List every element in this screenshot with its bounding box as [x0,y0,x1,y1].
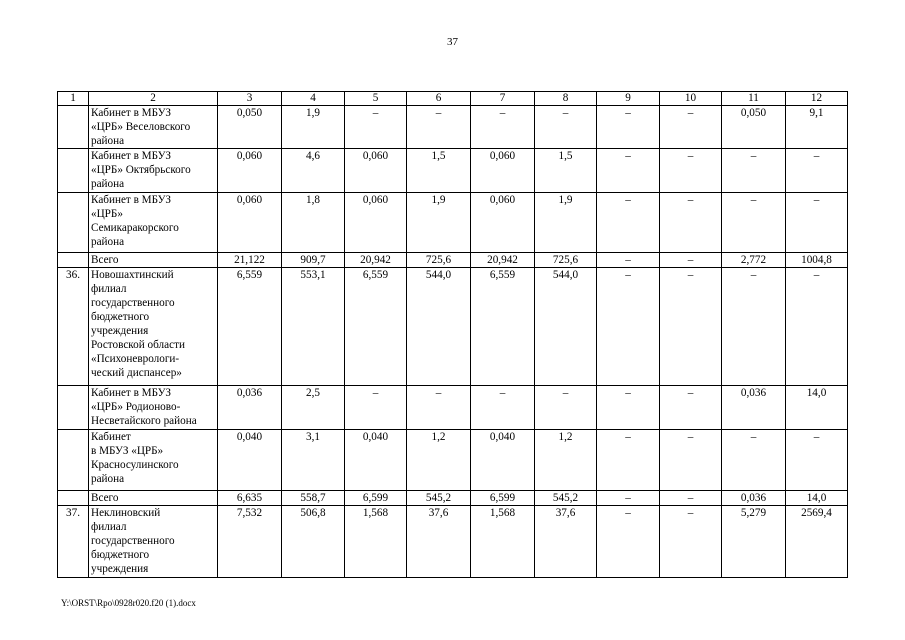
value-cell-col-7: 6,599 [471,491,535,506]
value-cell-col-3: 6,635 [218,491,282,506]
column-number-header: 1 [58,92,89,106]
value-cell-col-11: 0,050 [722,106,786,149]
institution-name-cell: Кабинет в МБУЗ «ЦРБ» Красносулинского района [89,430,218,491]
value-cell-col-5: – [345,386,407,430]
table-row [58,386,848,430]
table-row [58,506,848,578]
value-cell-col-7: – [471,386,535,430]
value-cell-col-8: 545,2 [535,491,597,506]
value-cell-col-12: – [786,430,848,491]
value-cell-col-4: 3,1 [282,430,345,491]
value-cell-col-10: – [660,193,722,253]
value-cell-col-5: 1,568 [345,506,407,578]
value-cell-col-5: 20,942 [345,253,407,268]
table-row [58,149,848,193]
column-number-header: 3 [218,92,282,106]
row-number-cell [58,106,89,149]
row-number-cell: 37. [58,506,89,578]
table-row [58,491,848,506]
column-number-header-row [58,92,848,106]
data-table [57,91,848,578]
value-cell-col-10: – [660,506,722,578]
value-cell-col-5: 0,060 [345,193,407,253]
value-cell-col-3: 0,036 [218,386,282,430]
file-path-footer: Y:\ORST\Rpo\0928r020.f20 (1).docx [61,598,196,608]
column-number-header: 5 [345,92,407,106]
value-cell-col-9: – [597,491,660,506]
institution-name-cell: Новошахтинский филиал государственного бюджетного учреждения Ростовской области «Психоневрологи- ческий диспансер» [89,268,218,386]
value-cell-col-6: – [407,106,471,149]
column-number-header: 2 [89,92,218,106]
value-cell-col-4: 4,6 [282,149,345,193]
value-cell-col-7: 0,060 [471,149,535,193]
value-cell-col-6: 37,6 [407,506,471,578]
value-cell-col-12: 9,1 [786,106,848,149]
column-number-header: 6 [407,92,471,106]
column-number-header: 4 [282,92,345,106]
row-number-cell [58,253,89,268]
value-cell-col-4: 553,1 [282,268,345,386]
column-number-header: 7 [471,92,535,106]
value-cell-col-3: 21,122 [218,253,282,268]
value-cell-col-10: – [660,491,722,506]
value-cell-col-4: 909,7 [282,253,345,268]
value-cell-col-10: – [660,268,722,386]
value-cell-col-11: 0,036 [722,386,786,430]
column-number-header: 12 [786,92,848,106]
value-cell-col-11: – [722,268,786,386]
value-cell-col-12: – [786,149,848,193]
value-cell-col-4: 506,8 [282,506,345,578]
value-cell-col-7: 1,568 [471,506,535,578]
value-cell-col-5: 0,060 [345,149,407,193]
value-cell-col-12: 14,0 [786,491,848,506]
value-cell-col-9: – [597,106,660,149]
value-cell-col-4: 1,8 [282,193,345,253]
value-cell-col-8: 1,5 [535,149,597,193]
column-number-header: 8 [535,92,597,106]
column-number-header: 9 [597,92,660,106]
column-number-header: 11 [722,92,786,106]
row-number-cell [58,149,89,193]
value-cell-col-7: 0,060 [471,193,535,253]
value-cell-col-3: 6,559 [218,268,282,386]
value-cell-col-9: – [597,268,660,386]
value-cell-col-8: 1,2 [535,430,597,491]
value-cell-col-10: – [660,149,722,193]
institution-name-cell: Всего [89,491,218,506]
value-cell-col-12: 1004,8 [786,253,848,268]
value-cell-col-3: 0,040 [218,430,282,491]
value-cell-col-7: – [471,106,535,149]
value-cell-col-5: 6,599 [345,491,407,506]
value-cell-col-8: – [535,386,597,430]
row-number-cell: 36. [58,268,89,386]
value-cell-col-9: – [597,386,660,430]
value-cell-col-6: 1,2 [407,430,471,491]
value-cell-col-8: 544,0 [535,268,597,386]
institution-name-cell: Кабинет в МБУЗ «ЦРБ» Родионово- Несветайского района [89,386,218,430]
value-cell-col-5: 6,559 [345,268,407,386]
value-cell-col-9: – [597,193,660,253]
value-cell-col-7: 20,942 [471,253,535,268]
row-number-cell [58,193,89,253]
value-cell-col-12: – [786,193,848,253]
value-cell-col-8: 1,9 [535,193,597,253]
value-cell-col-10: – [660,106,722,149]
value-cell-col-8: 725,6 [535,253,597,268]
value-cell-col-11: 5,279 [722,506,786,578]
value-cell-col-12: – [786,268,848,386]
row-number-cell [58,386,89,430]
value-cell-col-6: – [407,386,471,430]
value-cell-col-4: 1,9 [282,106,345,149]
value-cell-col-9: – [597,253,660,268]
value-cell-col-9: – [597,430,660,491]
value-cell-col-3: 0,060 [218,149,282,193]
table-row [58,268,848,386]
value-cell-col-7: 0,040 [471,430,535,491]
table-row [58,253,848,268]
institution-name-cell: Кабинет в МБУЗ «ЦРБ» Семикаракорского района [89,193,218,253]
value-cell-col-6: 544,0 [407,268,471,386]
value-cell-col-11: 0,036 [722,491,786,506]
value-cell-col-6: 545,2 [407,491,471,506]
value-cell-col-12: 2569,4 [786,506,848,578]
value-cell-col-10: – [660,430,722,491]
value-cell-col-6: 1,5 [407,149,471,193]
value-cell-col-8: 37,6 [535,506,597,578]
table-row [58,193,848,253]
value-cell-col-4: 2,5 [282,386,345,430]
value-cell-col-3: 0,050 [218,106,282,149]
value-cell-col-11: 2,772 [722,253,786,268]
row-number-cell [58,491,89,506]
value-cell-col-8: – [535,106,597,149]
value-cell-col-11: – [722,149,786,193]
value-cell-col-10: – [660,253,722,268]
value-cell-col-12: 14,0 [786,386,848,430]
institution-name-cell: Кабинет в МБУЗ «ЦРБ» Октябрьского района [89,149,218,193]
table-row [58,430,848,491]
value-cell-col-5: – [345,106,407,149]
table-row [58,106,848,149]
value-cell-col-9: – [597,149,660,193]
value-cell-col-5: 0,040 [345,430,407,491]
value-cell-col-10: – [660,386,722,430]
page-number: 37 [447,36,458,48]
value-cell-col-3: 7,532 [218,506,282,578]
value-cell-col-11: – [722,193,786,253]
row-number-cell [58,430,89,491]
value-cell-col-7: 6,559 [471,268,535,386]
value-cell-col-3: 0,060 [218,193,282,253]
value-cell-col-6: 1,9 [407,193,471,253]
value-cell-col-9: – [597,506,660,578]
column-number-header: 10 [660,92,722,106]
institution-name-cell: Неклиновский филиал государственного бюджетного учреждения [89,506,218,578]
value-cell-col-6: 725,6 [407,253,471,268]
institution-name-cell: Всего [89,253,218,268]
value-cell-col-11: – [722,430,786,491]
value-cell-col-4: 558,7 [282,491,345,506]
institution-name-cell: Кабинет в МБУЗ «ЦРБ» Веселовского района [89,106,218,149]
